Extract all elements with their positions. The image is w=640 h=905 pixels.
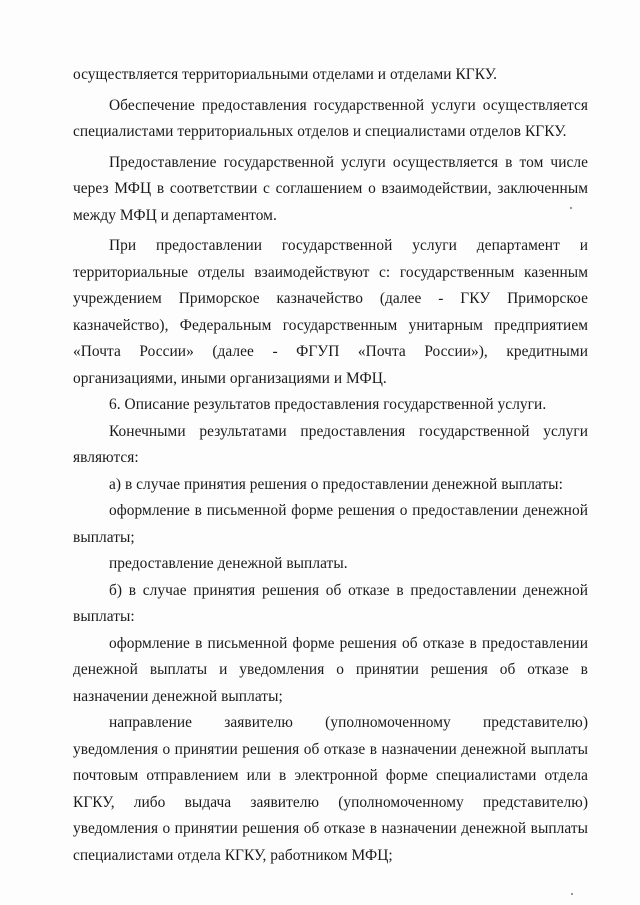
section-heading: 6. Описание результатов предоставления государственной услуги.	[109, 396, 547, 413]
document-body	[73, 62, 588, 869]
paragraph: осуществляется территориальными отделами и отделами КГКУ.	[73, 66, 498, 83]
list-item: направление заявителю (уполномоченному представителю) уведомления о принятии решения об отказе в назначении денежной выплаты почтовым отправлением или в электронной форме специалистами отдела КГКУ, либо выдача заявителю (уполномоченному представителю) уведомления о принятии решения об отказе в назначении денежной выплаты специалистами отдела КГКУ, работником МФЦ;	[73, 714, 588, 864]
list-item: предоставление денежной выплаты.	[109, 555, 348, 572]
paragraph: Предоставление государственной услуги осуществляется в том числе через МФЦ в соответствии с соглашением о взаимодействии, заключенным между МФЦ и департаментом.	[73, 153, 588, 224]
list-item: б) в случае принятия решения об отказе в предоставлении денежной выплаты:	[73, 581, 588, 625]
list-item: оформление в письменной форме решения об отказе в предоставлении денежной выплаты и уведомления о принятии решения об отказе в назначении денежной выплаты;	[73, 634, 588, 705]
list-item: оформление в письменной форме решения о предоставлении денежной выплаты;	[73, 502, 588, 546]
scan-speck	[570, 207, 572, 209]
paragraph: При предоставлении государственной услуги департамент и территориальные отделы взаимодействуют с: государственным казенным учреждением Приморское казначейство (далее - ГКУ Приморское казначейство), Федеральным государственным унитарным предприятием «Почта России» (далее - ФГУП «Почта России»), кредитными организациями, иными организациями и МФЦ.	[73, 237, 588, 387]
scan-speck	[571, 893, 573, 895]
paragraph: Конечными результатами предоставления государственной услуги являются:	[73, 422, 588, 466]
list-item: а) в случае принятия решения о предоставлении денежной выплаты:	[109, 475, 563, 493]
paragraph: Обеспечение предоставления государственной услуги осуществляется специалистами территориальных отделов и специалистами отделов КГКУ.	[73, 96, 588, 140]
